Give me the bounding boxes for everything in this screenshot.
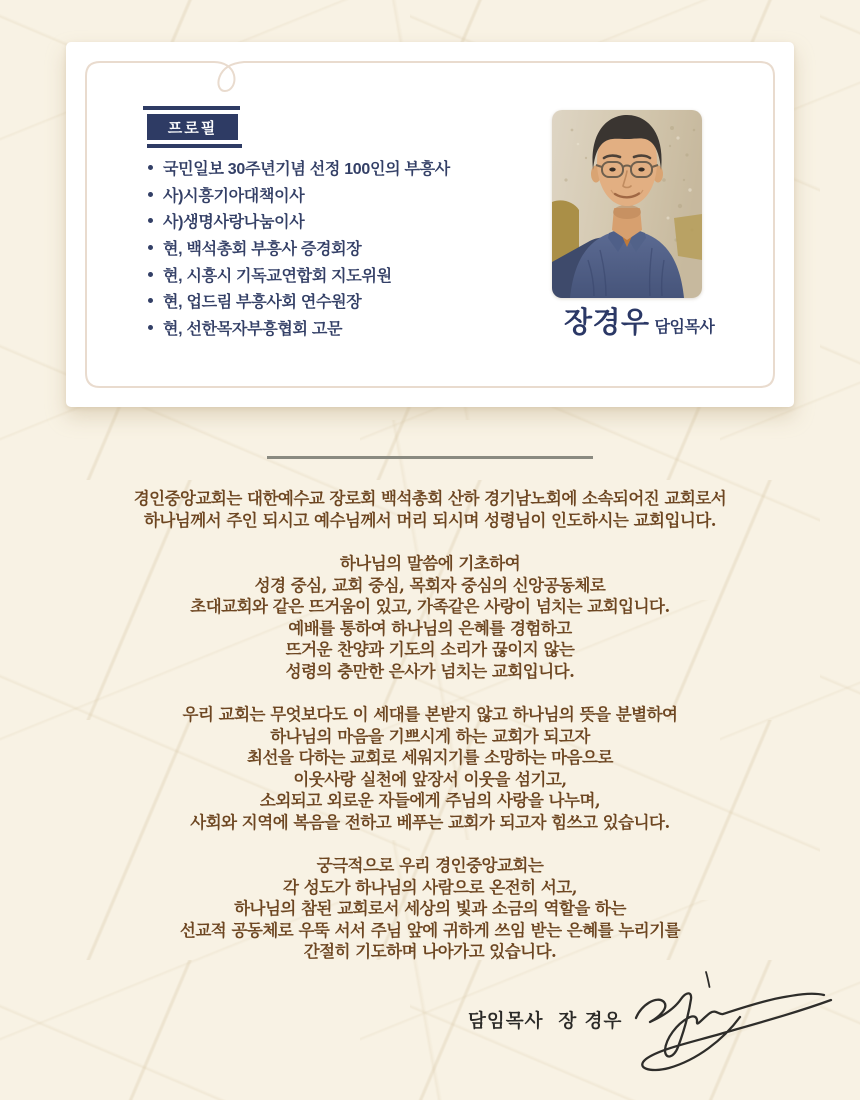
pastor-name: 장경우 <box>564 307 650 339</box>
pastor-name-row <box>564 300 714 341</box>
profile-list <box>148 154 450 341</box>
profile-item-text: 현, 업드림 부흥사회 연수원장 <box>163 294 362 312</box>
greeting-line: 하나님의 말씀에 기초하여 <box>339 554 521 573</box>
bullet-dot-icon <box>148 218 153 223</box>
greeting-line: 하나님의 마음을 기쁘시게 하는 교회가 되고자 <box>270 726 590 746</box>
bullet-dot-icon <box>148 272 153 277</box>
profile-badge <box>143 106 242 148</box>
greeting-line: 간절히 기도하며 나아가고 있습니다. <box>303 942 557 961</box>
badge-bottom-bar <box>147 144 242 148</box>
section-divider <box>267 456 593 459</box>
pastor-title: 담임목사 <box>654 319 715 336</box>
profile-item-text: 현, 시흥시 기독교연합회 지도위원 <box>163 267 392 285</box>
greeting-paragraph <box>0 855 860 963</box>
greeting-line: 이웃사랑 실천에 앞장서 이웃을 섬기고, <box>293 769 567 789</box>
greeting-line: 사회와 지역에 복음을 전하고 베푸는 교회가 되고자 힘쓰고 있습니다. <box>190 812 670 832</box>
greeting-line: 최선을 다하는 교회로 세워지기를 소망하는 마음으로 <box>247 748 613 767</box>
greeting-text <box>0 488 860 963</box>
greeting-line: 경인중앙교회는 대한예수교 장로회 백석총회 산하 경기남노회에 소속되어진 교회로서 <box>133 489 727 508</box>
bullet-dot-icon <box>148 165 153 170</box>
bullet-dot-icon <box>148 325 153 330</box>
greeting-line: 뜨거운 찬양과 기도의 소리가 끊이지 않는 <box>285 640 575 659</box>
ribbon-loop-icon <box>214 62 256 91</box>
profile-list-item <box>148 314 450 341</box>
greeting-line: 성경 중심, 교회 중심, 목회자 중심의 신앙공동체로 <box>254 575 606 595</box>
profile-item-text: 현, 백석총회 부흥사 증경회장 <box>163 240 362 258</box>
profile-list-item <box>148 154 450 181</box>
profile-badge-label: 프로필 <box>147 114 238 140</box>
profile-list-item <box>148 261 450 288</box>
greeting-paragraph <box>0 553 860 682</box>
greeting-line: 하나님께서 주인 되시고 예수님께서 머리 되시며 성령님이 인도하시는 교회입니다. <box>143 510 717 530</box>
closing-signature-line: 담임목사 장 경우 <box>468 1011 623 1032</box>
greeting-line: 소외되고 외로운 자들에게 주님의 사랑을 나누며, <box>259 791 601 810</box>
greeting-line: 우리 교회는 무엇보다도 이 세대를 본받지 않고 하나님의 뜻을 분별하여 <box>182 705 678 724</box>
greeting-line: 초대교회와 같은 뜨거움이 있고, 가족같은 사랑이 넘치는 교회입니다. <box>190 597 670 616</box>
bullet-dot-icon <box>148 298 153 303</box>
signature-image <box>622 968 838 1086</box>
pastor-photo <box>552 110 702 298</box>
greeting-paragraph <box>0 704 860 833</box>
greeting-line: 궁극적으로 우리 경인중앙교회는 <box>316 856 544 875</box>
profile-list-item <box>148 207 450 234</box>
profile-item-text: 사)시흥기아대책이사 <box>163 187 305 205</box>
greeting-line: 성령의 충만한 은사가 넘치는 교회입니다. <box>285 661 575 681</box>
greeting-line: 선교적 공동체로 우뚝 서서 주님 앞에 귀하게 쓰임 받는 은혜를 누리기를 <box>179 920 681 940</box>
greeting-paragraph <box>0 488 860 531</box>
profile-list-item <box>148 234 450 261</box>
greeting-line: 하나님의 참된 교회로서 세상의 빛과 소금의 역할을 하는 <box>234 899 626 918</box>
greeting-line: 각 성도가 하나님의 사람으로 온전히 서고, <box>283 877 577 897</box>
profile-item-text: 국민일보 30주년기념 선정 100인의 부흥사 <box>163 160 450 178</box>
bullet-dot-icon <box>148 245 153 250</box>
profile-list-item <box>148 181 450 208</box>
profile-item-text: 현, 선한목자부흥협회 고문 <box>163 320 343 338</box>
profile-card <box>66 42 794 407</box>
badge-top-bar <box>143 106 240 110</box>
profile-item-text: 사)생명사랑나눔이사 <box>163 214 305 232</box>
bullet-dot-icon <box>148 192 153 197</box>
greeting-line: 예배를 통하여 하나님의 은혜를 경험하고 <box>288 618 572 638</box>
profile-list-item <box>148 287 450 314</box>
